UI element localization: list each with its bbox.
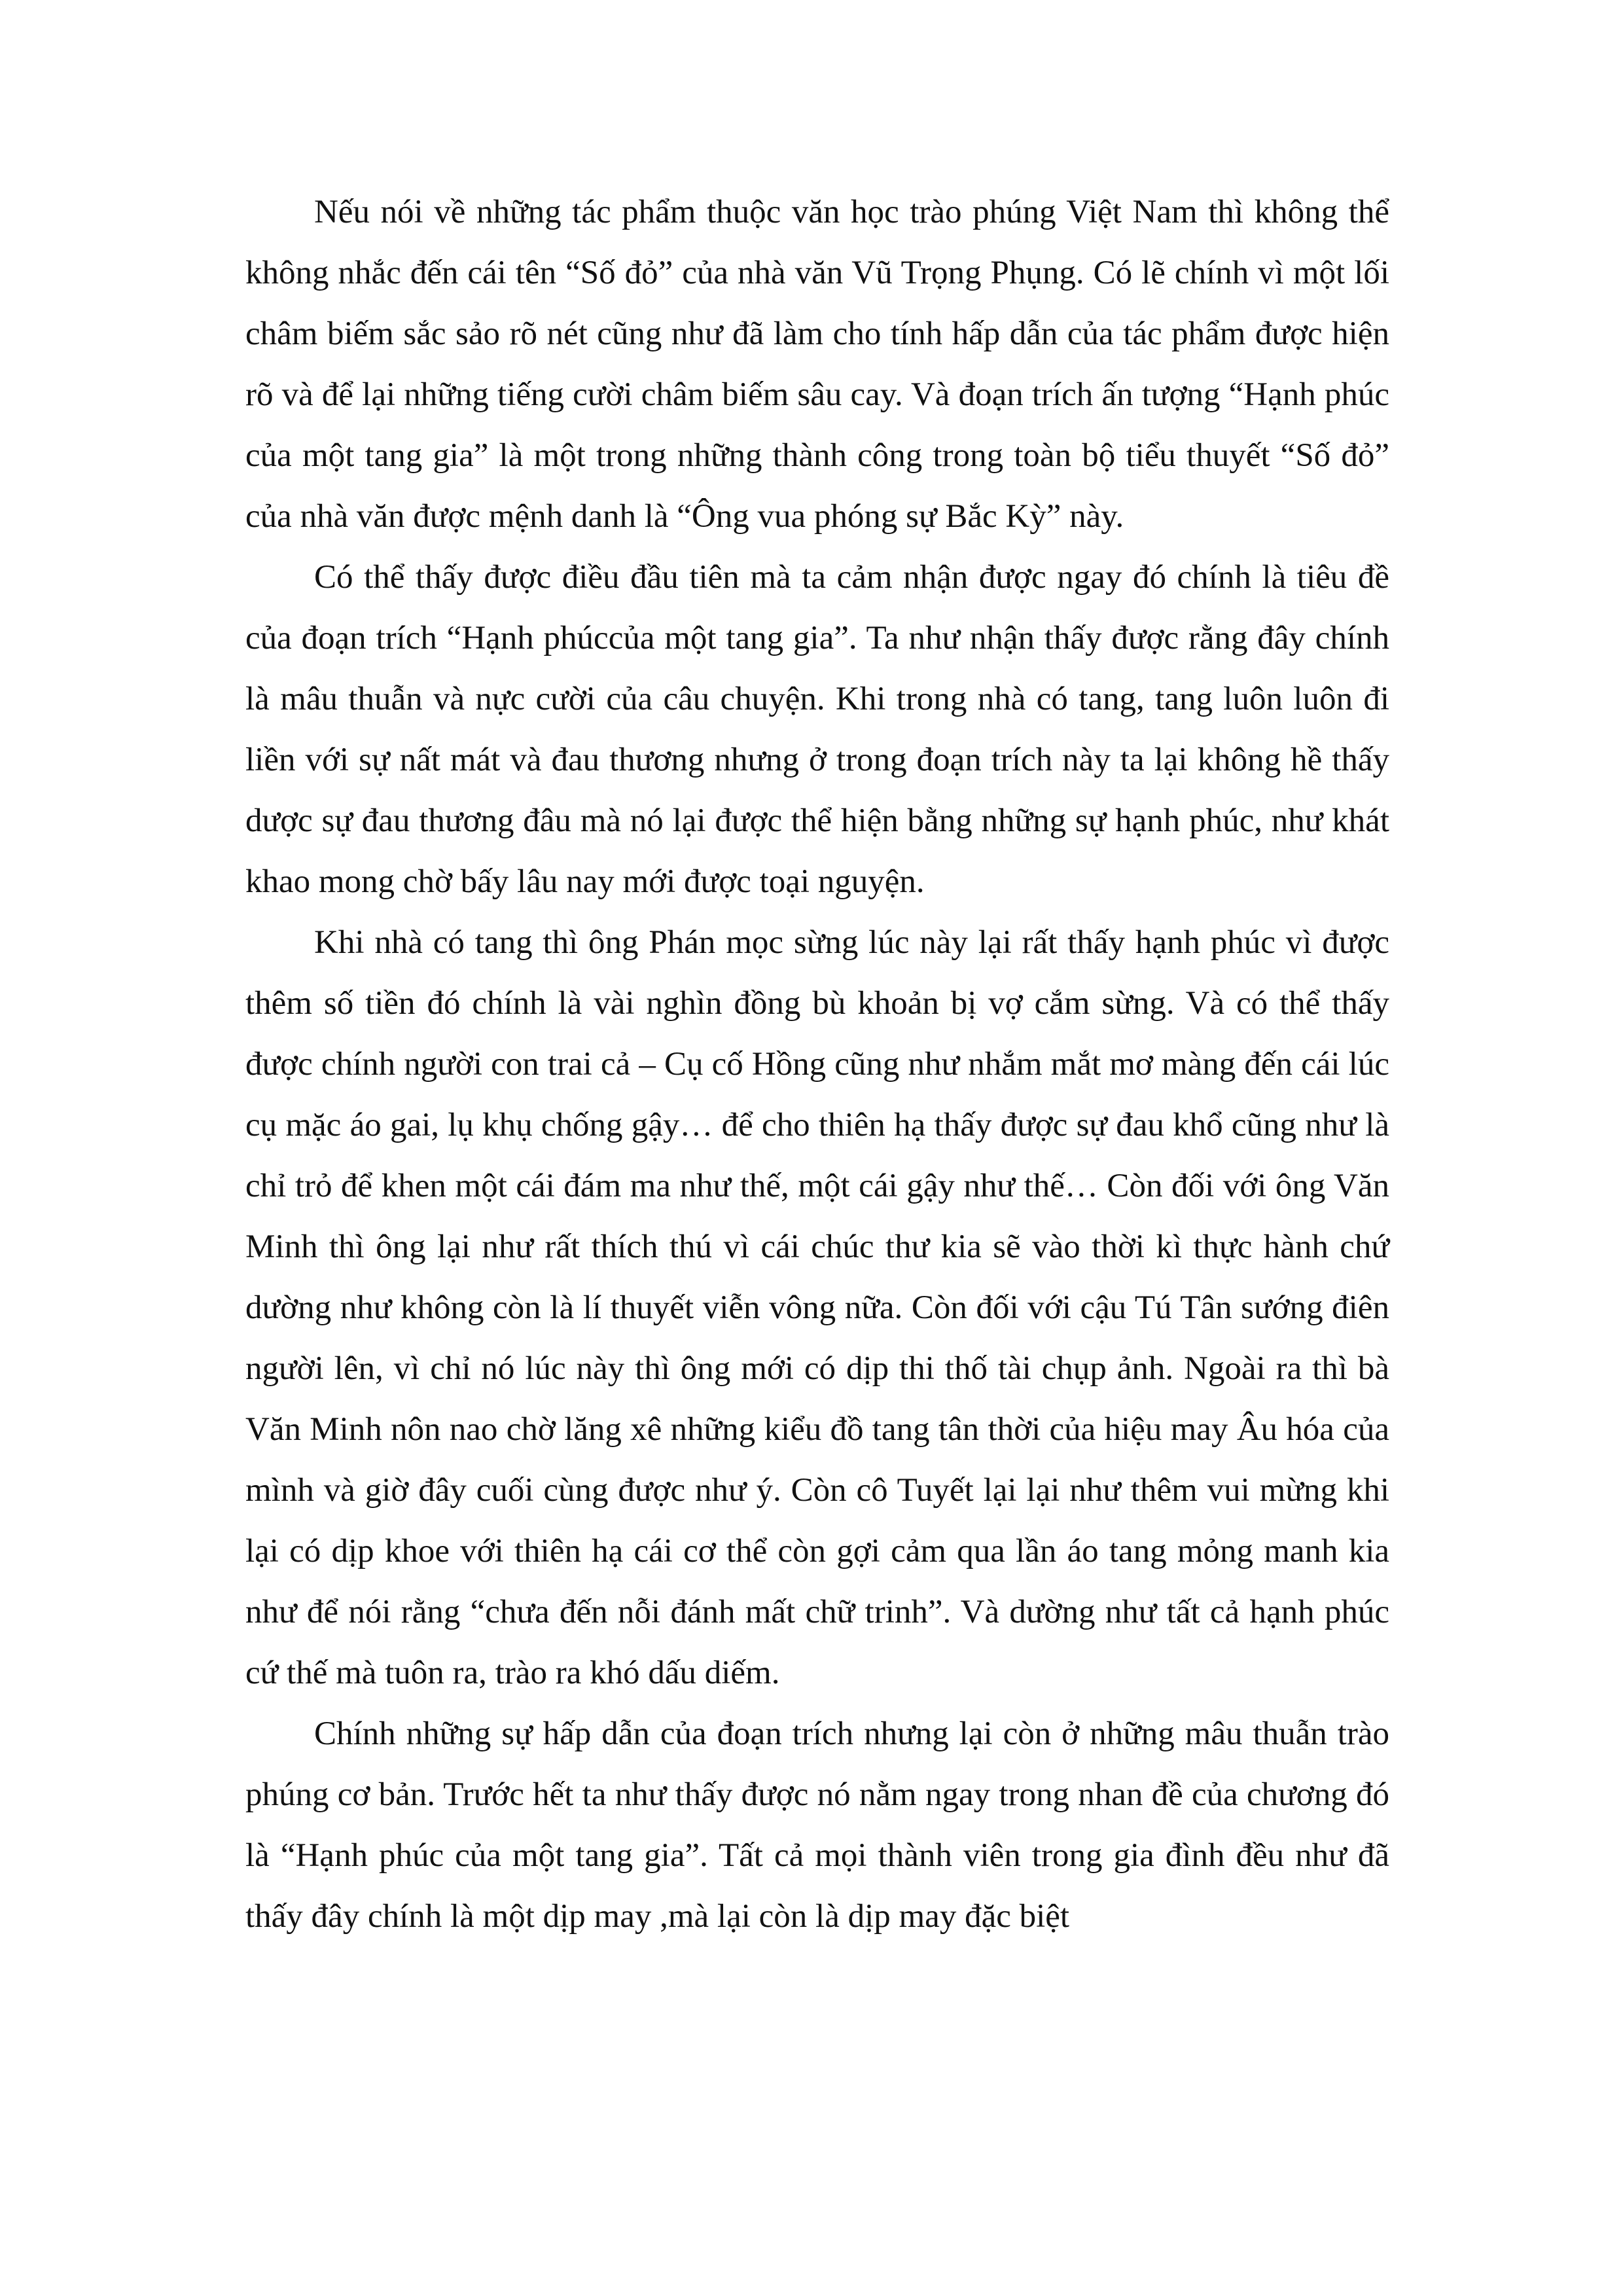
paragraph-2: Có thể thấy được điều đầu tiên mà ta cảm nhận được ngay đó chính là tiêu đề của đoạn trích “Hạnh phúccủa một tang gia”. Ta như nhận thấy được rằng đây chính là mâu thuẫn và nực cười của câu chuyện. Khi trong nhà có tang, tang luôn luôn đi liền với sự nất mát và đau thương nhưng ở trong đoạn trích này ta lại không hề thấy dược sự đau thương đâu mà nó lại được thể hiện bằng những sự hạnh phúc, như khát khao mong chờ bấy lâu nay mới được toại nguyện. <box>245 559 1389 900</box>
paragraph-4: Chính những sự hấp dẫn của đoạn trích nhưng lại còn ở những mâu thuẫn trào phúng cơ bản. Trước hết ta như thấy được nó nằm ngay trong nhan đề của chương đó là “Hạnh phúc của một tang gia”. Tất cả mọi thành viên trong gia đình đều như đã thấy đây chính là một dịp may ,mà lại còn là dịp may đặc biệt <box>245 1715 1389 1935</box>
paragraph-1: Nếu nói về những tác phẩm thuộc văn học trào phúng Việt Nam thì không thể không nhắc đến cái tên “Số đỏ” của nhà văn Vũ Trọng Phụng. Có lẽ chính vì một lối châm biếm sắc sảo rõ nét cũng như đã làm cho tính hấp dẫn của tác phẩm được hiện rõ và để lại những tiếng cười châm biếm sâu cay. Và đoạn trích ấn tượng “Hạnh phúc của một tang gia” là một trong những thành công trong toàn bộ tiểu thuyết “Số đỏ” của nhà văn được mệnh danh là “Ông vua phóng sự Bắc Kỳ” này. <box>245 194 1389 535</box>
paragraph-3: Khi nhà có tang thì ông Phán mọc sừng lúc này lại rất thấy hạnh phúc vì được thêm số tiền đó chính là vài nghìn đồng bù khoản bị vợ cắm sừng. Và có thể thấy được chính người con trai cả – Cụ cố Hồng cũng như nhắm mắt mơ màng đến cái lúc cụ mặc áo gai, lụ khụ chống gậy… để cho thiên hạ thấy được sự đau khổ cũng như là chỉ trỏ để khen một cái đám ma như thế, một cái gậy như thế… Còn đối với ông Văn Minh thì ông lại như rất thích thú vì cái chúc thư kia sẽ vào thời kì thực hành chứ dường như không còn là lí thuyết viễn vông nữa. Còn đối với cậu Tú Tân sướng điên người lên, vì chỉ nó lúc này thì ông mới có dịp thi thố tài chụp ảnh. Ngoài ra thì bà Văn Minh nôn nao chờ lăng xê những kiểu đồ tang tân thời của hiệu may Âu hóa của mình và giờ đây cuối cùng được như ý. Còn cô Tuyết lại lại như thêm vui mừng khi lại có dịp khoe với thiên hạ cái cơ thể còn gợi cảm qua lần áo tang mỏng manh kia như để nói rằng “chưa đến nỗi đánh mất chữ trinh”. Và dường như tất cả hạnh phúc cứ thế mà tuôn ra, trào ra khó dấu diếm. <box>245 924 1389 1691</box>
document-body <box>245 182 1389 1947</box>
